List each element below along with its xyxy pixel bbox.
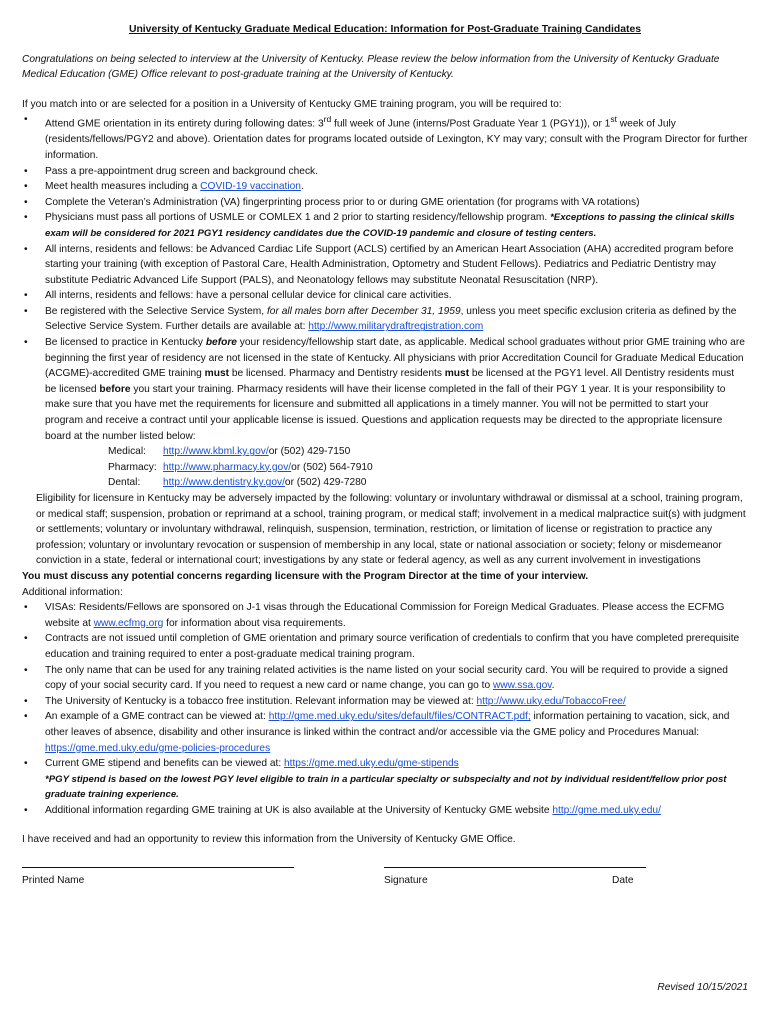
list-item: • Pass a pre-appointment drug screen and background check. <box>22 164 748 180</box>
tobacco-free-link[interactable]: http://www.uky.edu/TobaccoFree/ <box>476 695 626 707</box>
licensure-row: Dental: http://www.dentistry.ky.gov/ or (502) 429-7280 <box>22 475 748 491</box>
list-item: • Be registered with the Selective Service System, for all males born after December 31, 1959, unless you meet specific exclusion criteria as defined by the Selective Service System. Further details are available at: http://www.militarydraftregistration.com <box>22 304 748 335</box>
acknowledgement: I have received and had an opportunity to review this information from the University of Kentucky GME Office. <box>22 834 516 846</box>
licensure-contacts <box>22 444 748 491</box>
dental-board-link[interactable]: http://www.dentistry.ky.gov/ <box>163 477 285 489</box>
covid-vaccination-link[interactable]: COVID-19 vaccination <box>200 181 301 193</box>
stipend-note: *PGY stipend is based on the lowest PGY level eligible to train in a particular specialty or subspecialty and not by individual resident/fellow prior post graduate training experience. <box>45 773 727 801</box>
requirements-lead: If you match into or are selected for a position in a University of Kentucky GME training program, you will be required to: <box>22 98 562 110</box>
document-title: University of Kentucky Graduate Medical Education: Information for Post-Graduate Training Candidates <box>128 24 642 35</box>
list-item: • The University of Kentucky is a tobacco free institution. Relevant information may be viewed at: http://www.uky.edu/TobaccoFree/ <box>22 694 748 710</box>
gme-website-link[interactable]: http://gme.med.uky.edu/ <box>552 804 661 816</box>
list-item: • VISAs: Residents/Fellows are sponsored on J-1 visas through the Educational Commission for Foreign Medical Graduates. Please access the ECFMG website at www.ecfmg.org for information about visa requirements. <box>22 600 748 631</box>
selective-service-link[interactable]: http://www.militarydraftregistration.com <box>308 321 484 333</box>
list-item: • Attend GME orientation in its entirety during following dates: 3rd full week of June (interns/Post Graduate Year 1 (PGY1)), or 1st week of July (residents/fellows/PGY2 and above). Orientation dates for programs located outside of Lexington, KY may vary; consult with the Program Director for further information. <box>22 112 748 163</box>
list-item: • An example of a GME contract can be viewed at: http://gme.med.uky.edu/sites/default/files/CONTRACT.pdf; information pertaining to vacation, sick, and other leaves of absence, disability and other insurance is linked within the contract and/or accessible via the GME policy and Procedures Manual: https://gme.med.uky.edu/gme-policies-procedures <box>22 709 748 756</box>
ssa-link[interactable]: www.ssa.gov <box>492 680 552 692</box>
date-label: Date <box>612 875 634 887</box>
licensure-row: Pharmacy: http://www.pharmacy.ky.gov/ or (502) 564-7910 <box>22 460 748 476</box>
policies-link[interactable]: https://gme.med.uky.edu/gme-policies-procedures <box>45 742 271 754</box>
list-item: • All interns, residents and fellows: have a personal cellular device for clinical care activities. <box>22 288 748 304</box>
list-item: • Meet health measures including a COVID-19 vaccination. <box>22 179 748 195</box>
stipends-link[interactable]: https://gme.med.uky.edu/gme-stipends <box>283 758 459 770</box>
document-page <box>22 22 748 889</box>
additional-info-label: Additional information: <box>22 586 123 598</box>
list-item: • Current GME stipend and benefits can be viewed at: https://gme.med.uky.edu/gme-stipends *PGY stipend is based on the lowest PGY level eligible to train in a particular specialty or subspecialty and not by individual resident/fellow prior post graduate training experience. <box>22 756 748 803</box>
list-item: • The only name that can be used for any training related activities is the name listed on your social security card. You will be required to provide a signed copy of your social security card. If you need to request a new card or name change, you can go to www.ssa.gov. <box>22 663 748 694</box>
printed-name-line[interactable] <box>22 858 294 868</box>
list-item: • Contracts are not issued until completion of GME orientation and primary source verification of credentials to confirm that you have completed prerequisite education and training required to enter a post-graduate medical training program. <box>22 631 748 662</box>
intro-paragraph: Congratulations on being selected to interview at the University of Kentucky. Please review the below information from the University of Kentucky Graduate Medical Education (GME) Office relevant to post-graduate training at the University of Kentucky. <box>22 53 720 81</box>
signature-line[interactable] <box>384 858 646 868</box>
list-item: • Complete the Veteran’s Administration (VA) fingerprinting process prior to or during GME orientation (for programs with VA rotations) <box>22 195 748 211</box>
signature-block <box>22 832 748 888</box>
requirements-list <box>22 112 748 444</box>
list-item: • Be licensed to practice in Kentucky before your residency/fellowship start date, as applicable. Medical school graduates without prior GME training who are beginning the first year of residency are not licensed in the state of Kentucky. All physicians with prior Accreditation Council for Graduate Medical Education (ACGME)-accredited GME training must be licensed. Pharmacy and Dentistry residents must be licensed at the PGY1 level. All Dentistry residents must be licensed before you start your training. Pharmacy residents will have their license completed in the fall of their PGY 1 year. It is your responsibility to make sure that you have met the requirements for licensure and submitted all applications in a timely manner. You will not be permitted to start your program and receive a contract until your applicable license is issued. Questions and application requests may be directed to the appropriate licensure board at the number listed below: <box>22 335 748 444</box>
list-item: • All interns, residents and fellows: be Advanced Cardiac Life Support (ACLS) certified by an American Heart Association (AHA) accredited program before starting your training (with exception of Pastoral Care, Health Administration, Optometry and Student Fellows). Pediatrics and Pediatric Dentistry may substitute Pediatric Advanced Life Support (PALS), and Neonatology fellows may substitute Neonatal Resuscitation (NRP). <box>22 242 748 289</box>
licensure-row: Medical: http://www.kbml.ky.gov/ or (502) 429-7150 <box>22 444 748 460</box>
ecfmg-link[interactable]: www.ecfmg.org <box>93 617 164 629</box>
list-item: • Physicians must pass all portions of USMLE or COMLEX 1 and 2 prior to starting residency/fellowship program. *Exceptions to passing the clinical skills exam will be considered for 2021 PGY1 residency candidates due the COVID-19 pandemic and closure of testing centers. <box>22 210 748 241</box>
signature-label: Signature <box>384 875 428 887</box>
contract-link[interactable]: http://gme.med.uky.edu/sites/default/files/CONTRACT.pdf; <box>268 711 531 723</box>
medical-board-link[interactable]: http://www.kbml.ky.gov/ <box>163 446 269 458</box>
exceptions-note: *Exceptions to passing the clinical skills exam will be considered for 2021 PGY1 residency candidates due the COVID-19 pandemic and closure of testing centers. <box>45 212 735 239</box>
pharmacy-board-link[interactable]: http://www.pharmacy.ky.gov/ <box>163 461 292 473</box>
must-discuss-note: You must discuss any potential concerns regarding licensure with the Program Director at the time of your interview. <box>22 570 589 582</box>
list-item: • Additional information regarding GME training at UK is also available at the University of Kentucky GME website http://gme.med.uky.edu/ <box>22 803 748 819</box>
additional-info-list <box>22 600 748 818</box>
eligibility-paragraph: Eligibility for licensure in Kentucky may be adversely impacted by the following: voluntary or involuntary withdrawal or dismissal at a school, training program, or medical staff; suspension, probation or reprimand at a school, training program, or medical staff; involvement in a medical malpractice suit(s) with judgment or settlements; voluntary or involuntary withdrawal, relinquish, suspension, termination, restriction, or limitation of license or registration to practice any profession; voluntary or involuntary revocation or suspension of membership in any local, state or national association or society; felony or misdemeanor conviction in a state, federal or international court; investigations by any state or federal agency, as well as any current involvement in investigations <box>36 493 746 567</box>
printed-name-label: Printed Name <box>22 875 85 887</box>
revised-date: Revised 10/15/2021 <box>657 982 748 993</box>
